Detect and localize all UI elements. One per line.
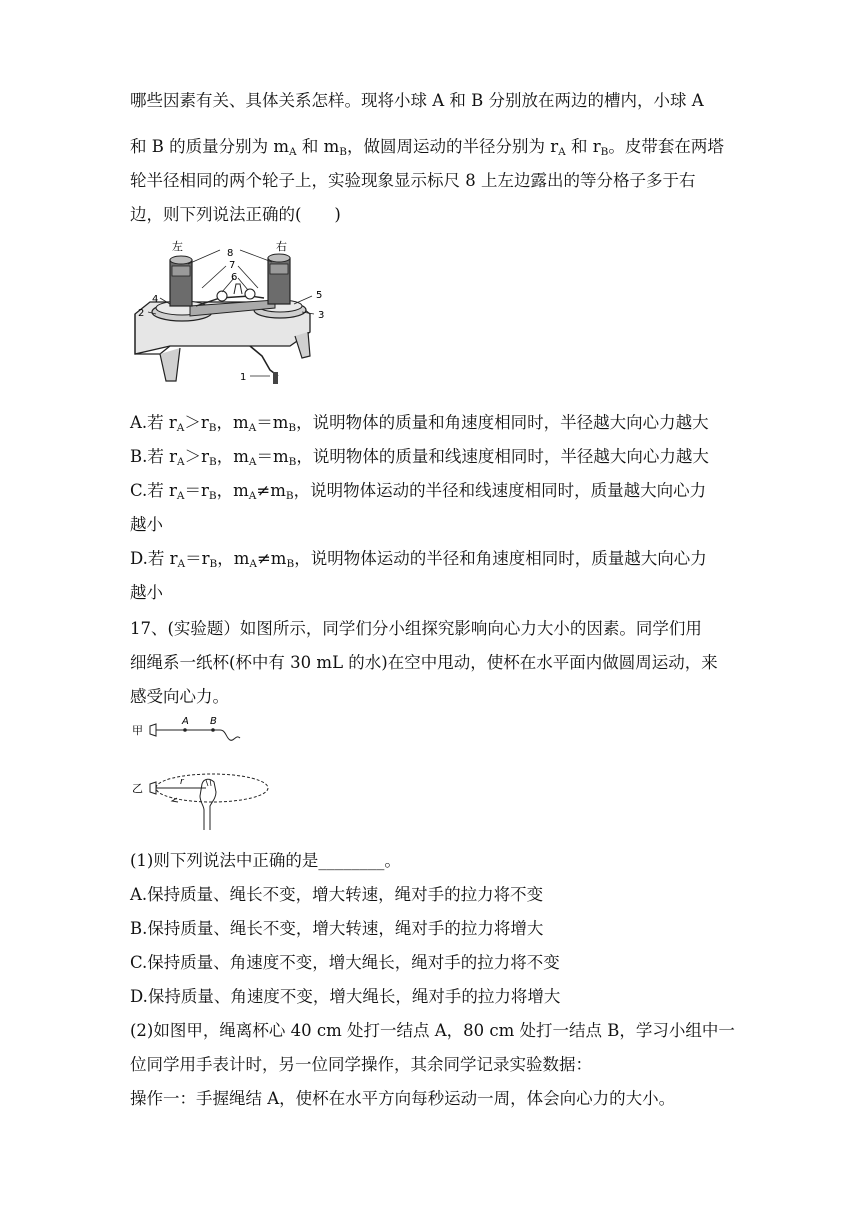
q17-line-2: 细绳系一纸杯(杯中有 30 mL 的水)在空中甩动，使杯在水平面内做圆周运动，来 <box>130 653 718 672</box>
fig1-label-6: 6 <box>231 272 238 283</box>
option-16-c-continued: 越小 <box>130 515 163 534</box>
q17-line-1: 17、(实验题）如图所示，同学们分小组探究影响向心力大小的因素。同学们用 <box>130 619 702 638</box>
part1-option-d: D.保持质量、角速度不变，增大绳长，绳对手的拉力将增大 <box>130 987 561 1006</box>
fig1-label-left: 左 <box>172 240 183 253</box>
option-16-a: A.若 $r_A>r_B$，$m_A=m_B$，说明物体的质量和角速度相同时，半径越大向心力越大 <box>130 413 709 434</box>
part2-line-2: 位同学用手表计时，另一位同学操作，其余同学记录实验数据： <box>130 1055 592 1074</box>
fig2-knot-a: A <box>182 716 189 727</box>
part1-option-b: B.保持质量、绳长不变，增大转速，绳对手的拉力将增大 <box>130 919 544 938</box>
fig2-label-yi: 乙 <box>132 782 143 795</box>
fig1-label-3: 3 <box>318 310 325 321</box>
fig1-label-7: 7 <box>229 260 236 271</box>
fig1-label-1: 1 <box>240 372 247 383</box>
intro-line-1: 哪些因素有关、具体关系怎样。现将小球 A 和 B 分别放在两边的槽内，小球 A <box>130 91 704 110</box>
centripetal-apparatus-figure <box>130 236 325 396</box>
fig1-label-5: 5 <box>316 290 323 301</box>
intro-line-3: 轮半径相同的两个轮子上，实验现象显示标尺 8 上左边露出的等分格子多于右 <box>130 171 696 190</box>
fig1-label-4: 4 <box>152 294 159 305</box>
part1-stem: (1)则下列说法中正确的是________。 <box>130 851 401 870</box>
option-16-d: D.若 $r_A=r_B$，$m_A\ne m_B$，说明物体运动的半径和角速度相同时，质量越大向心力 <box>130 549 707 570</box>
cup-string-figure <box>130 712 280 836</box>
fig1-label-right: 右 <box>276 240 287 253</box>
option-16-d-continued: 越小 <box>130 583 163 602</box>
fig1-label-2: 2 <box>138 308 145 319</box>
option-16-b: B.若 $r_A>r_B$，$m_A=m_B$，说明物体的质量和线速度相同时，半径越大向心力越大 <box>130 447 709 468</box>
option-16-c: C.若 $r_A=r_B$，$m_A\ne m_B$，说明物体运动的半径和线速度相同时，质量越大向心力 <box>130 481 707 502</box>
intro-line-4: 边，则下列说法正确的( ) <box>130 205 341 224</box>
fig2-label-jia: 甲 <box>132 724 143 737</box>
fig2-knot-b: B <box>210 716 217 727</box>
intro-line-2: 和 B 的质量分别为 $m_A$ 和 $m_B$，做圆周运动的半径分别为 $r_A$ 和 $r_B$。皮带套在两塔 <box>130 137 724 158</box>
fig2-radius-r: r <box>180 777 184 787</box>
fig1-label-8: 8 <box>227 248 234 259</box>
part2-line-1: (2)如图甲，绳离杯心 40 cm 处打一结点 A，80 cm 处打一结点 B，学习小组中一 <box>130 1021 735 1040</box>
part1-option-c: C.保持质量、角速度不变，增大绳长，绳对手的拉力将不变 <box>130 953 560 972</box>
q17-line-3: 感受向心力。 <box>130 687 229 706</box>
part1-option-a: A.保持质量、绳长不变，增大转速，绳对手的拉力将不变 <box>130 885 544 904</box>
part2-line-3: 操作一：手握绳结 A，使杯在水平方向每秒运动一周，体会向心力的大小。 <box>130 1089 676 1108</box>
